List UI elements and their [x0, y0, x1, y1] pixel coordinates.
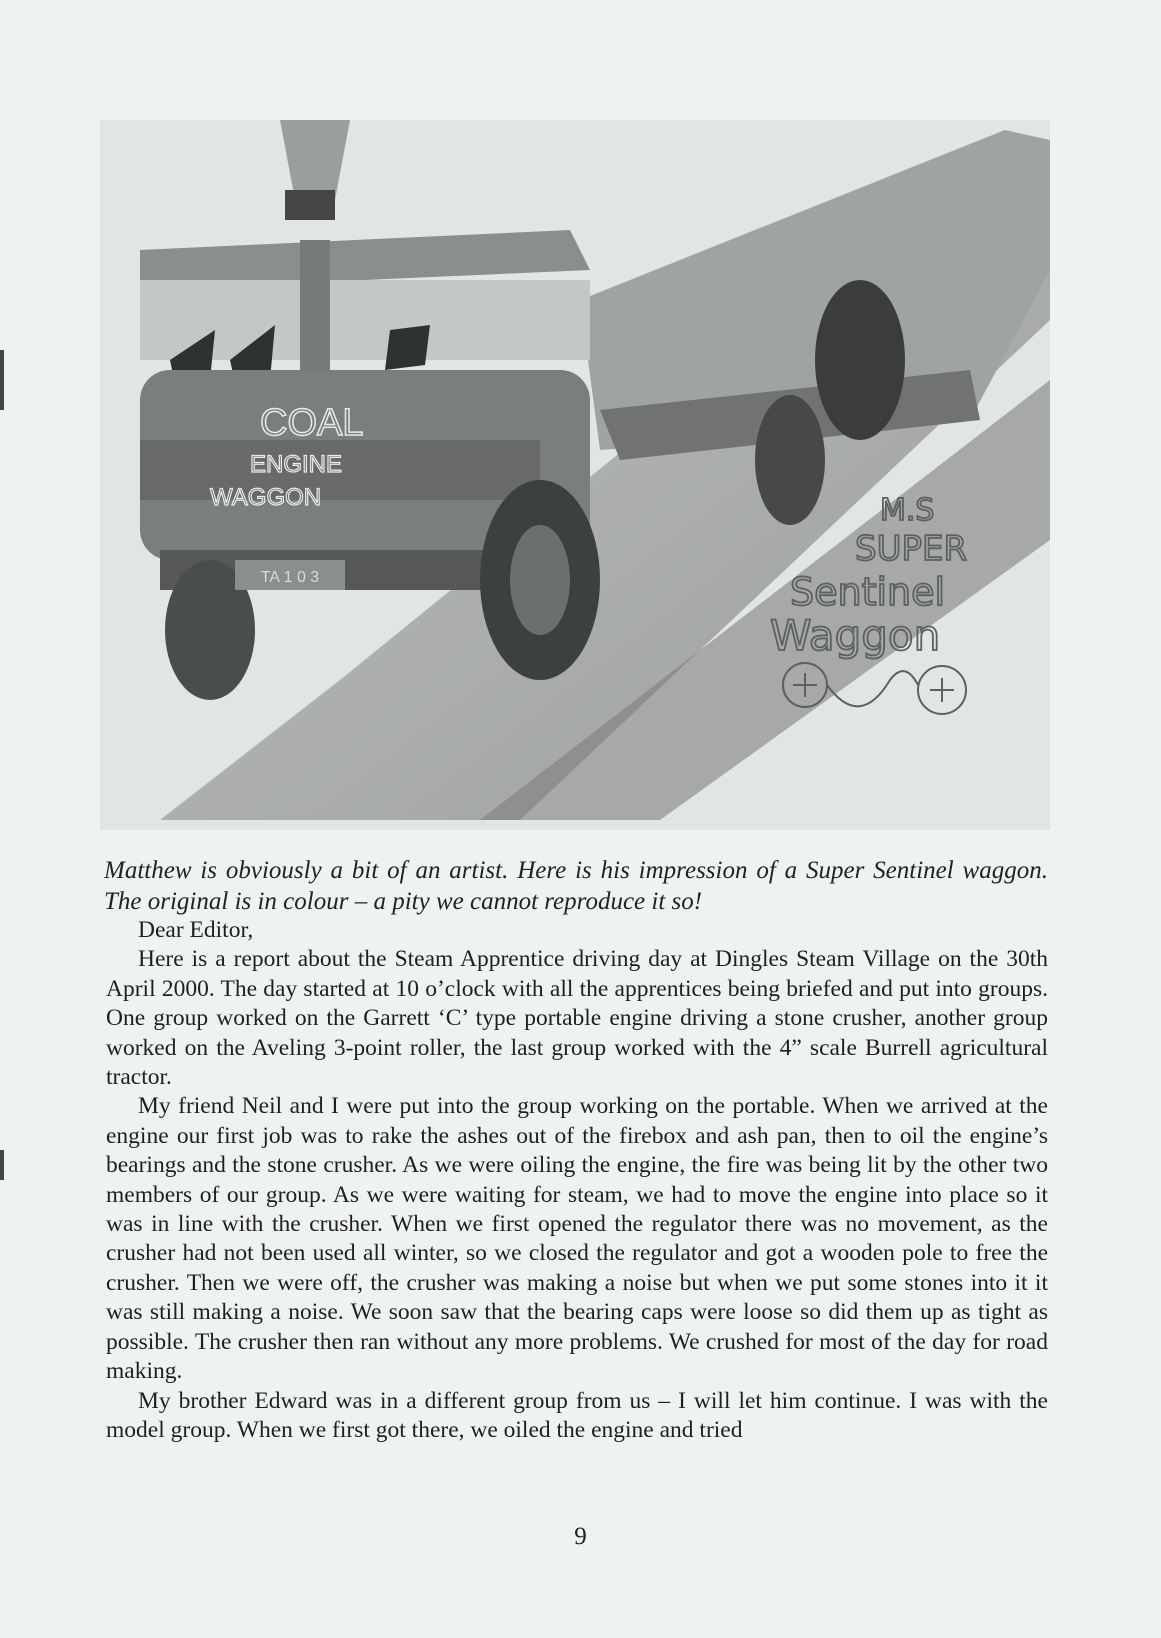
page-number: 9: [574, 1523, 587, 1550]
binding-mark: [0, 1150, 4, 1180]
signature-line-4: Waggon: [770, 611, 941, 660]
illustration-caption: Matthew is obviously a bit of an artist. Here is his impression of a Super Sentinel waggon. The original is in colour – a pity we cannot reproduce it so!: [104, 857, 1048, 915]
letter-body: [106, 916, 1048, 1445]
signature-line-1: M.S: [880, 493, 935, 528]
binding-mark: [0, 350, 4, 410]
plate-text: TA 1 0 3: [260, 569, 320, 586]
letter-paragraph: My brother Edward was in a different group from us – I will let him continue. I was with the model group. When we first got there, we oiled the engine and tried: [106, 1387, 1048, 1443]
sentinel-waggon-drawing: [100, 120, 1050, 830]
side-lettering-line-3: WAGGON: [210, 484, 322, 511]
signature-line-3: Sentinel: [790, 570, 946, 614]
side-lettering-line-2: ENGINE: [250, 451, 343, 478]
side-lettering-line-1: COAL: [260, 402, 364, 444]
letter-paragraph: My friend Neil and I were put into the group working on the portable. When we arrived at the engine our first job was to rake the ashes out of the firebox and ash pan, then to oil the engine’s bearings and the stone crusher. As we were oiling the engine, the fire was being lit by the other two members of our group. As we were waiting for steam, we had to move the engine into place so it was in line with the crusher. When we first opened the regulator there was no movement, as the crusher had not been used all winter, so we closed the regulator and got a wooden pole to free the crusher. Then we were off, the crusher was making a noise but when we put some stones into it it was still making a noise. We soon saw that the bearing caps were loose so did them up as tight as possible. The crusher then ran without any more problems. We crushed for most of the day for road making.: [106, 1093, 1048, 1385]
salutation: Dear Editor,: [138, 917, 254, 943]
letter-paragraph: Here is a report about the Steam Apprentice driving day at Dingles Steam Village on the 30th April 2000. The day started at 10 o’clock with all the apprentices being briefed and put into groups. One group worked on the Garrett ‘C’ type portable engine driving a stone crusher, another group worked on the Aveling 3-point roller, the last group worked with the 4” scale Burrell agricultural tractor.: [106, 946, 1048, 1091]
signature-line-2: SUPER: [855, 529, 968, 569]
